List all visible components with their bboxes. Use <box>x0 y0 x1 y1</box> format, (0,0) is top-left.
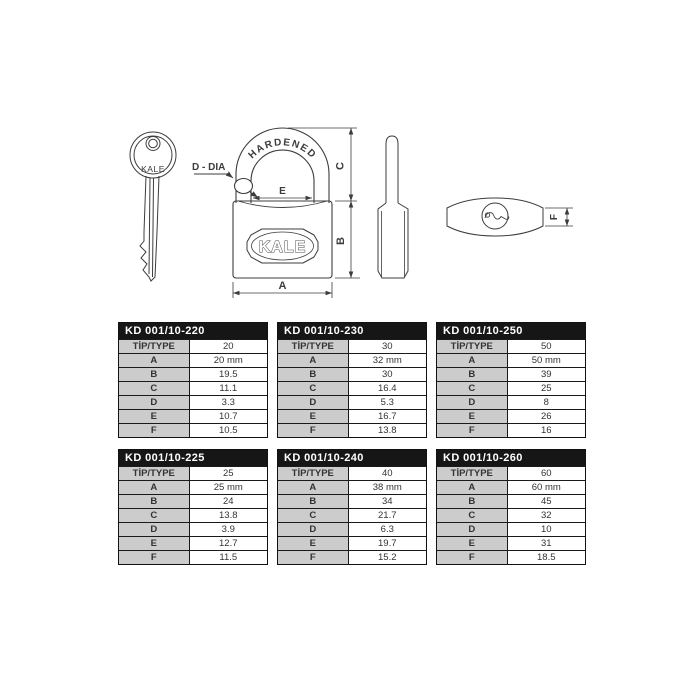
spec-table <box>118 322 268 438</box>
row-value: 10 <box>508 523 585 536</box>
row-label: A <box>119 354 190 367</box>
table-row <box>119 480 267 494</box>
table-row <box>278 494 426 508</box>
spec-table <box>277 449 427 565</box>
row-value: 38 mm <box>349 481 426 494</box>
top-body-outline <box>447 198 543 236</box>
table-row <box>119 466 267 480</box>
row-value: 25 mm <box>190 481 267 494</box>
dim-d-callout <box>192 162 233 178</box>
row-label: E <box>437 410 508 423</box>
table-row <box>437 480 585 494</box>
hardened-label <box>247 137 319 161</box>
table-row <box>437 409 585 423</box>
table-row <box>119 550 267 564</box>
row-label: D <box>437 523 508 536</box>
row-value: 19.5 <box>190 368 267 381</box>
row-value: 10.5 <box>190 424 267 437</box>
padlock-top-view <box>447 198 573 236</box>
dim-c-label: C <box>334 162 347 170</box>
table-row <box>119 381 267 395</box>
row-label: A <box>437 481 508 494</box>
row-value: 16 <box>508 424 585 437</box>
row-value: 20 <box>190 340 267 353</box>
dim-d-label: D - DIA <box>192 162 226 173</box>
padlock-side-view <box>378 136 408 278</box>
table-row <box>278 395 426 409</box>
table-row <box>437 522 585 536</box>
table-row <box>119 409 267 423</box>
spec-table <box>436 322 586 438</box>
side-body <box>378 203 408 278</box>
row-label: TİP/TYPE <box>278 467 349 480</box>
row-value: 19.7 <box>349 537 426 550</box>
row-label: TİP/TYPE <box>437 340 508 353</box>
row-label: E <box>437 537 508 550</box>
row-label: TİP/TYPE <box>119 467 190 480</box>
row-value: 20 mm <box>190 354 267 367</box>
row-value: 16.7 <box>349 410 426 423</box>
row-value: 50 mm <box>508 354 585 367</box>
row-label: TİP/TYPE <box>437 467 508 480</box>
table-row <box>437 536 585 550</box>
row-label: B <box>437 368 508 381</box>
table-row <box>278 466 426 480</box>
row-label: TİP/TYPE <box>119 340 190 353</box>
table-row <box>119 536 267 550</box>
row-label: E <box>119 537 190 550</box>
row-value: 30 <box>349 368 426 381</box>
row-label: B <box>278 368 349 381</box>
padlock-front-view <box>233 128 332 278</box>
dim-a-label: A <box>278 280 287 292</box>
row-value: 60 <box>508 467 585 480</box>
table-row <box>437 494 585 508</box>
row-label: F <box>437 551 508 564</box>
hardened-label-text: HARDENED <box>246 137 319 162</box>
table-row <box>278 381 426 395</box>
key-drawing <box>130 132 176 281</box>
table-row <box>437 550 585 564</box>
row-value: 12.7 <box>190 537 267 550</box>
table-title: KD 001/10-220 <box>119 323 267 339</box>
table-title: KD 001/10-260 <box>437 450 585 466</box>
table-title: KD 001/10-225 <box>119 450 267 466</box>
row-label: TİP/TYPE <box>278 340 349 353</box>
row-value: 3.3 <box>190 396 267 409</box>
table-row <box>119 353 267 367</box>
row-value: 30 <box>349 340 426 353</box>
key-brand-label: KALE <box>141 164 165 174</box>
table-row <box>278 353 426 367</box>
row-value: 32 mm <box>349 354 426 367</box>
row-value: 11.1 <box>190 382 267 395</box>
table-row <box>278 508 426 522</box>
table-row <box>437 367 585 381</box>
table-row <box>437 423 585 437</box>
row-value: 18.5 <box>508 551 585 564</box>
row-label: A <box>278 481 349 494</box>
table-row <box>119 339 267 353</box>
table-row <box>119 367 267 381</box>
dim-b-label: B <box>335 237 347 245</box>
spec-table <box>436 449 586 565</box>
row-label: F <box>278 551 349 564</box>
row-value: 16.4 <box>349 382 426 395</box>
row-label: F <box>437 424 508 437</box>
row-label: C <box>278 509 349 522</box>
row-value: 25 <box>508 382 585 395</box>
dim-e-label: E <box>279 186 286 197</box>
table-row <box>278 423 426 437</box>
side-body-inner-lines <box>382 211 405 277</box>
row-value: 31 <box>508 537 585 550</box>
table-row <box>437 395 585 409</box>
table-row <box>119 508 267 522</box>
row-value: 39 <box>508 368 585 381</box>
row-label: A <box>119 481 190 494</box>
table-row <box>437 466 585 480</box>
row-label: C <box>119 509 190 522</box>
row-value: 21.7 <box>349 509 426 522</box>
kale-badge-label: KALE <box>258 239 307 256</box>
row-label: C <box>278 382 349 395</box>
tables-grid <box>118 322 586 565</box>
row-value: 6.3 <box>349 523 426 536</box>
dim-f-label: F <box>549 213 560 221</box>
spec-table <box>277 322 427 438</box>
row-label: B <box>119 495 190 508</box>
row-label: E <box>278 537 349 550</box>
side-shackle-bar <box>386 136 398 203</box>
row-label: D <box>119 523 190 536</box>
row-label: B <box>278 495 349 508</box>
row-label: A <box>437 354 508 367</box>
row-label: C <box>437 509 508 522</box>
table-title: KD 001/10-240 <box>278 450 426 466</box>
table-row <box>119 494 267 508</box>
table-row <box>119 522 267 536</box>
key-hole <box>146 137 160 151</box>
table-row <box>437 381 585 395</box>
row-value: 32 <box>508 509 585 522</box>
row-label: B <box>119 368 190 381</box>
row-label: D <box>278 523 349 536</box>
table-row <box>278 409 426 423</box>
row-value: 10.7 <box>190 410 267 423</box>
table-title: KD 001/10-250 <box>437 323 585 339</box>
row-label: C <box>119 382 190 395</box>
row-label: F <box>119 551 190 564</box>
row-value: 15.2 <box>349 551 426 564</box>
table-row <box>119 395 267 409</box>
table-row <box>278 550 426 564</box>
row-value: 5.3 <box>349 396 426 409</box>
table-row <box>119 423 267 437</box>
shackle-section-circle <box>235 179 253 194</box>
row-value: 3.9 <box>190 523 267 536</box>
row-value: 13.8 <box>190 509 267 522</box>
table-row <box>278 339 426 353</box>
row-label: D <box>437 396 508 409</box>
table-row <box>278 536 426 550</box>
spec-table <box>118 449 268 565</box>
table-row <box>437 508 585 522</box>
table-row <box>278 367 426 381</box>
row-value: 50 <box>508 340 585 353</box>
row-label: D <box>278 396 349 409</box>
row-label: D <box>119 396 190 409</box>
table-row <box>278 522 426 536</box>
key-hole-inner <box>149 139 158 148</box>
row-value: 13.8 <box>349 424 426 437</box>
table-row <box>278 480 426 494</box>
key-blade-groove <box>149 178 154 277</box>
row-label: E <box>278 410 349 423</box>
row-label: C <box>437 382 508 395</box>
row-label: E <box>119 410 190 423</box>
row-value: 11.5 <box>190 551 267 564</box>
row-value: 40 <box>349 467 426 480</box>
row-value: 24 <box>190 495 267 508</box>
table-row <box>437 353 585 367</box>
row-label: F <box>119 424 190 437</box>
row-label: B <box>437 495 508 508</box>
row-value: 25 <box>190 467 267 480</box>
row-value: 8 <box>508 396 585 409</box>
table-title: KD 001/10-230 <box>278 323 426 339</box>
dim-d-leader <box>194 174 233 178</box>
row-label: F <box>278 424 349 437</box>
row-value: 34 <box>349 495 426 508</box>
table-row <box>437 339 585 353</box>
row-value: 45 <box>508 495 585 508</box>
product-diagram <box>0 0 700 320</box>
row-value: 60 mm <box>508 481 585 494</box>
row-label: A <box>278 354 349 367</box>
row-value: 26 <box>508 410 585 423</box>
